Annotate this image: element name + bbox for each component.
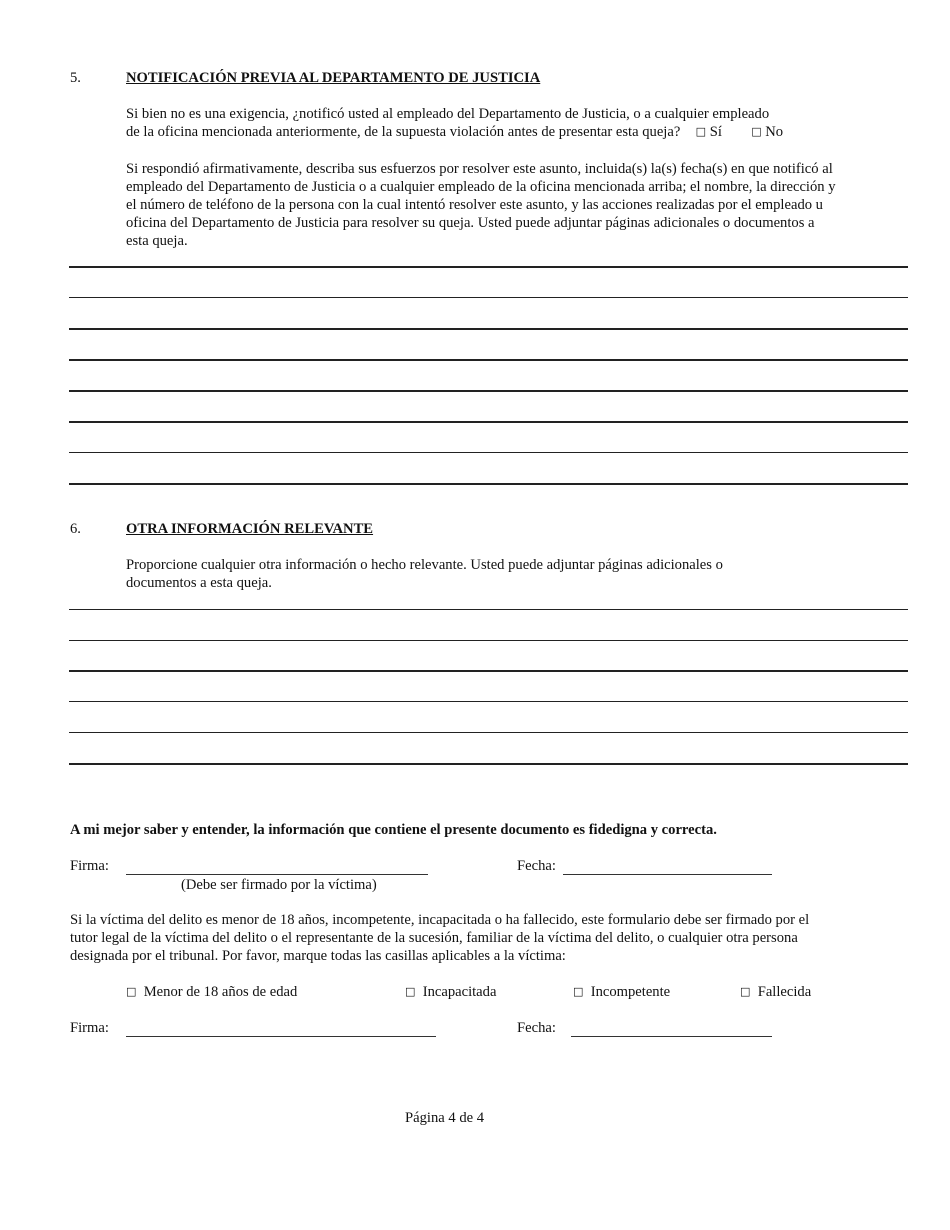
yes-label: Sí xyxy=(709,124,722,140)
answer-line[interactable] xyxy=(69,483,908,485)
page-number: Página 4 de 4 xyxy=(405,1110,485,1126)
answer-line[interactable] xyxy=(69,732,908,733)
answer-line[interactable] xyxy=(69,640,908,641)
signature2-firma-line[interactable] xyxy=(126,1036,436,1037)
signature2-fecha-line[interactable] xyxy=(571,1036,772,1037)
signature1-fecha-line[interactable] xyxy=(563,874,772,875)
signature1-firma-line[interactable] xyxy=(126,874,428,875)
no-label: No xyxy=(765,124,784,140)
option-incapacitated[interactable] xyxy=(405,984,496,1001)
no-checkbox[interactable]: □ xyxy=(751,125,762,138)
answer-line[interactable] xyxy=(69,359,908,361)
section6-title: OTRA INFORMACIÓN RELEVANTE xyxy=(126,521,374,537)
deceased-label: Fallecida xyxy=(757,984,812,1000)
option-deceased[interactable] xyxy=(740,984,811,1001)
section5-question-line2 xyxy=(126,124,783,141)
answer-line[interactable] xyxy=(69,266,908,268)
option-incompetent[interactable] xyxy=(573,984,670,1001)
answer-line[interactable] xyxy=(69,297,908,298)
section6-number: 6. xyxy=(70,521,81,537)
option-minor[interactable] xyxy=(126,984,297,1001)
answer-line[interactable] xyxy=(69,452,908,453)
incapacitated-label: Incapacitada xyxy=(422,984,497,1000)
signature1-note: (Debe ser firmado por la víctima) xyxy=(181,877,377,893)
signature1-firma-label: Firma: xyxy=(70,858,109,874)
answer-line[interactable] xyxy=(69,609,908,610)
answer-line[interactable] xyxy=(69,763,908,765)
signature1-fecha-label: Fecha: xyxy=(517,858,556,874)
minor-label: Menor de 18 años de edad xyxy=(143,984,298,1000)
answer-line[interactable] xyxy=(69,421,908,423)
section5-instructions: Si respondió afirmativamente, describa sus esfuerzos por resolver este asunto, incluida(s) la(s) fecha(s) en que notificó al empleado del Departamento de Justicia o a cualquier empleado de la oficina mencionada arriba; el nombre, la dirección y el número de teléfono de la persona con la cual intentó resolver este asunto, y las acciones realizadas por el empleado u oficina del Departamento de Justicia para resolver su queja. Usted puede adjuntar páginas adicionales o documentos a esta queja. xyxy=(126,161,836,249)
answer-line[interactable] xyxy=(69,390,908,392)
answer-line[interactable] xyxy=(69,670,908,672)
section6-instructions: Proporcione cualquier otra información o hecho relevante. Usted puede adjuntar páginas adicionales o documentos a esta queja. xyxy=(126,557,723,591)
yes-checkbox[interactable]: □ xyxy=(695,125,707,138)
section5-title: NOTIFICACIÓN PREVIA AL DEPARTAMENTO DE JUSTICIA xyxy=(126,70,541,86)
section5-number: 5. xyxy=(70,70,81,86)
section5-question-text: de la oficina mencionada anteriormente, de la supuesta violación antes de presentar esta queja? xyxy=(126,124,681,140)
guardian-instructions: Si la víctima del delito es menor de 18 años, incompetente, incapacitada o ha fallecido, este formulario debe ser firmado por el tutor legal de la víctima del delito o el representante de la sucesión, familiar de la víctima del delito, o cualquier otra persona designada por el tribunal. Por favor, marque todas las casillas aplicables a la víctima: xyxy=(70,912,810,964)
signature2-fecha-label: Fecha: xyxy=(517,1020,556,1036)
incompetent-label: Incompetente xyxy=(590,984,671,1000)
incompetent-checkbox[interactable]: □ xyxy=(573,985,584,998)
minor-checkbox[interactable]: □ xyxy=(126,985,137,998)
attestation-statement: A mi mejor saber y entender, la información que contiene el presente documento es fidedigna y correcta. xyxy=(70,822,717,838)
deceased-checkbox[interactable]: □ xyxy=(740,985,751,998)
incapacitated-checkbox[interactable]: □ xyxy=(405,985,416,998)
section5-question-line1: Si bien no es una exigencia, ¿notificó usted al empleado del Departamento de Justicia, o a cualquier empleado xyxy=(126,106,770,122)
signature2-firma-label: Firma: xyxy=(70,1020,109,1036)
answer-line[interactable] xyxy=(69,328,908,330)
answer-line[interactable] xyxy=(69,701,908,702)
